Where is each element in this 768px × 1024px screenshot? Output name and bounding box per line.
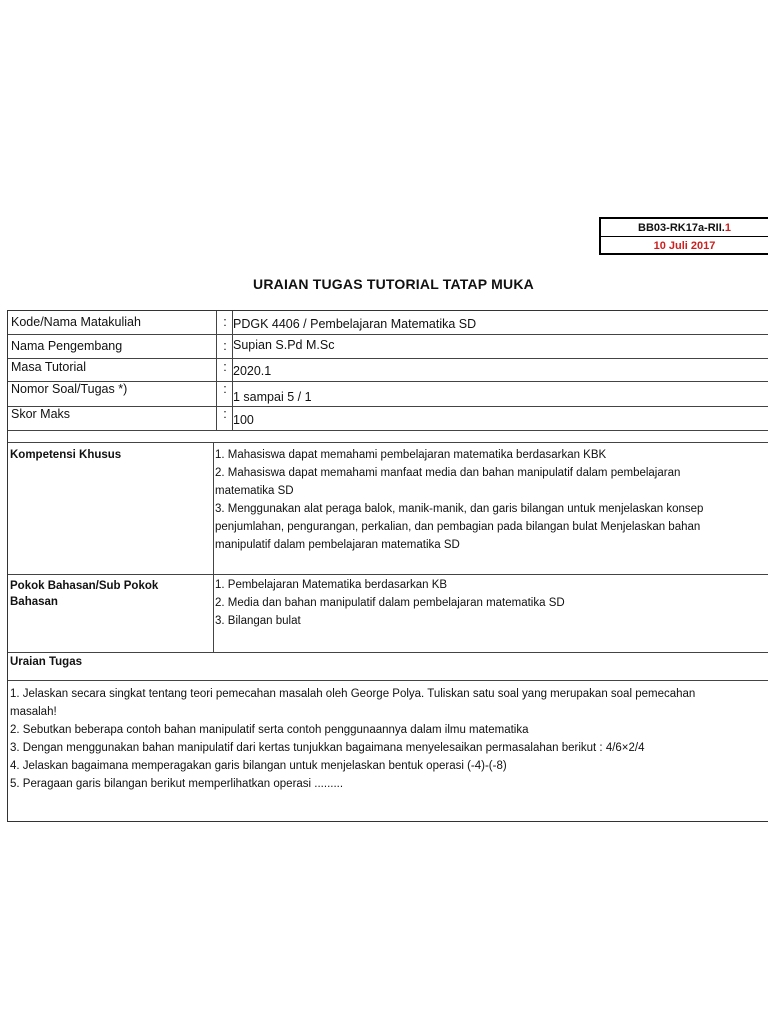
row-masa-tutorial	[8, 359, 768, 382]
row-value: 1 sampai 5 / 1	[233, 390, 312, 404]
kompetensi-line: 3. Menggunakan alat peraga balok, manik-manik, dan garis bilangan untuk menjelaskan konsep	[215, 503, 704, 515]
row-colon: :	[223, 382, 227, 396]
task-line: 3. Dengan menggunakan bahan manipulatif dari kertas tunjukkan bagaimana menyelesaikan permasalahan berikut : 4/6×2/4	[10, 742, 645, 754]
pokok-line: 1. Pembelajaran Matematika berdasarkan KB	[215, 579, 448, 591]
uraian-label: Uraian Tugas	[10, 656, 82, 668]
pokok-line: 3. Bilangan bulat	[215, 615, 301, 627]
row-value: 100	[233, 413, 254, 427]
pokok-list	[215, 576, 768, 630]
kompetensi-line: 2. Mahasiswa dapat memahami manfaat media dan bahan manipulatif dalam pembelajaran	[215, 467, 681, 479]
row-colon: :	[223, 360, 227, 374]
kompetensi-line: manipulatif dalam pembelajaran matematika SD	[215, 539, 460, 551]
row-nomor-soal	[8, 382, 768, 407]
task-line: masalah!	[10, 706, 57, 718]
row-kode-matakuliah	[8, 311, 768, 335]
task-line: 2. Sebutkan beberapa contoh bahan manipulatif serta contoh penggunaannya dalam ilmu matematika	[10, 724, 529, 736]
row-value: PDGK 4406 / Pembelajaran Matematika SD	[233, 317, 477, 331]
kompetensi-line: 1. Mahasiswa dapat memahami pembelajaran matematika berdasarkan KBK	[215, 449, 607, 461]
row-label: Kode/Nama Matakuliah	[11, 315, 141, 329]
section-uraian-tugas-header	[8, 653, 768, 681]
document-code	[601, 219, 768, 237]
task-line: 1. Jelaskan secara singkat tentang teori pemecahan masalah oleh George Polya. Tuliskan satu soal yang merupakan soal pemecahan	[10, 688, 696, 700]
task-line: 4. Jelaskan bagaimana memperagakan garis bilangan untuk menjelaskan bentuk operasi (-4)-(-8)	[10, 760, 507, 772]
kompetensi-label: Kompetensi Khusus	[10, 449, 122, 461]
row-label: Masa Tutorial	[11, 360, 87, 374]
document-code-prefix: BB03-RK17a-RII.	[638, 221, 725, 234]
row-colon: :	[223, 315, 227, 329]
row-value: 2020.1	[233, 364, 272, 378]
task-table	[7, 310, 768, 822]
pokok-label-line: Pokok Bahasan/Sub Pokok	[10, 580, 159, 592]
uraian-task-list	[8, 685, 768, 793]
pokok-label	[10, 578, 158, 610]
document-code-revision: 1	[724, 221, 731, 234]
pokok-line: 2. Media dan bahan manipulatif dalam pembelajaran matematika SD	[215, 597, 565, 609]
document-date: 10 Juli 2017	[653, 239, 716, 252]
kompetensi-line: matematika SD	[215, 485, 294, 497]
document-title: URAIAN TUGAS TUTORIAL TATAP MUKA	[253, 276, 534, 292]
row-nama-pengembang	[8, 335, 768, 359]
row-label: Skor Maks	[11, 407, 71, 421]
section-kompetensi-khusus	[8, 443, 768, 575]
row-value: Supian S.Pd M.Sc	[233, 338, 335, 352]
row-label: Nama Pengembang	[11, 339, 123, 353]
row-skor-maks	[8, 407, 768, 431]
row-colon: :	[223, 339, 227, 353]
document-code-box	[599, 217, 768, 255]
spacer-row	[8, 431, 768, 443]
task-line: 5. Peragaan garis bilangan berikut memperlihatkan operasi .........	[10, 778, 344, 790]
kompetensi-list	[215, 446, 768, 554]
row-colon: :	[223, 407, 227, 421]
kompetensi-line: penjumlahan, pengurangan, perkalian, dan pembagian pada bilangan bulat Menjelaskan bahan	[215, 521, 701, 533]
pokok-label-line: Bahasan	[10, 596, 58, 608]
row-label: Nomor Soal/Tugas *)	[11, 382, 128, 396]
section-pokok-bahasan	[8, 575, 768, 653]
